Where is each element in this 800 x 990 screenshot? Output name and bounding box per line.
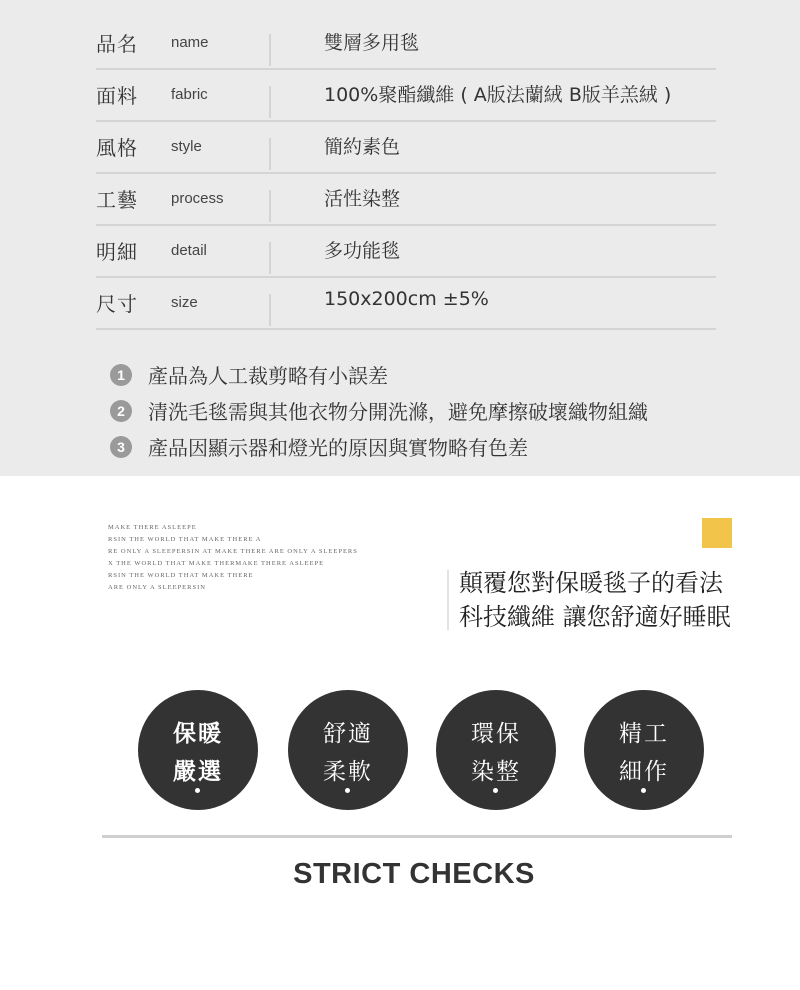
spec-value: 150x200cm ±5%	[324, 288, 489, 310]
spec-divider	[269, 34, 271, 66]
slogan-line-2: 科技纖維 讓您舒適好睡眠	[459, 603, 731, 631]
spec-label-en: detail	[171, 242, 207, 259]
spec-divider	[269, 242, 271, 274]
feature-circle-comfort	[288, 690, 408, 810]
spec-label-en: name	[171, 34, 209, 51]
spec-label-cn: 品名	[96, 32, 138, 56]
slogan-line-1: 顛覆您對保暖毯子的看法	[459, 569, 723, 597]
feature-line-1: 舒適	[323, 721, 373, 747]
motto-line: RSIN THE WORLD THAT MAKE THERE A	[108, 536, 262, 543]
note-text: 產品為人工裁剪略有小誤差	[148, 364, 388, 388]
spec-value: 簡約素色	[324, 136, 401, 158]
spec-divider	[269, 190, 271, 222]
section-divider	[102, 835, 732, 838]
feature-line-1: 保暖	[173, 721, 223, 747]
spec-row-process	[96, 174, 716, 226]
spec-label-cn: 風格	[96, 136, 138, 160]
feature-line-2: 柔軟	[323, 759, 373, 785]
spec-value: 多功能毯	[324, 240, 401, 262]
spec-row-fabric	[96, 70, 716, 122]
spec-label-cn: 面料	[96, 84, 138, 108]
spec-label-en: style	[171, 138, 202, 155]
note-number-badge: 1	[110, 364, 132, 386]
feature-line-1: 精工	[619, 721, 669, 747]
slogan-accent-bar	[447, 570, 449, 630]
feature-line-2: 染整	[471, 759, 521, 785]
note-text: 清洗毛毯需與其他衣物分開洗滌，避免摩擦破壞織物組織	[148, 400, 648, 424]
spec-table	[96, 18, 716, 330]
motto-line: RSIN THE WORLD THAT MAKE THERE	[108, 572, 254, 579]
spec-row-detail	[96, 226, 716, 278]
feature-circle-eco	[436, 690, 556, 810]
spec-value: 雙層多用毯	[324, 32, 420, 54]
spec-label-cn: 工藝	[96, 188, 138, 212]
spec-label-cn: 尺寸	[96, 292, 138, 316]
motto-line: MAKE THERE ASLEEPE	[108, 524, 197, 531]
feature-line-1: 環保	[471, 721, 521, 747]
feature-line-2: 嚴選	[173, 759, 223, 785]
dot-icon	[345, 788, 350, 793]
spec-divider	[269, 138, 271, 170]
spec-divider	[269, 86, 271, 118]
spec-section	[0, 0, 800, 476]
note-number-badge: 2	[110, 400, 132, 422]
dot-icon	[641, 788, 646, 793]
spec-row-style	[96, 122, 716, 174]
dot-icon	[195, 788, 200, 793]
feature-circle-warmth	[138, 690, 258, 810]
spec-value: 100%聚酯纖維 ( A版法蘭絨 B版羊羔絨 )	[324, 84, 672, 106]
spec-value: 活性染整	[324, 188, 401, 210]
spec-divider	[269, 294, 271, 326]
decorative-motto	[108, 522, 358, 594]
slogan	[459, 566, 731, 634]
feature-circles	[138, 690, 708, 810]
spec-label-en: fabric	[171, 86, 208, 103]
feature-circle-craft	[584, 690, 704, 810]
spec-row-name	[96, 18, 716, 70]
spec-label-cn: 明細	[96, 240, 138, 264]
motto-line: X THE WORLD THAT MAKE THERMAKE THERE ASLEEPE	[108, 560, 325, 567]
spec-label-en: size	[171, 294, 198, 311]
accent-square	[702, 518, 732, 548]
footer-title: STRICT CHECKS	[293, 858, 535, 890]
dot-icon	[493, 788, 498, 793]
motto-line: ARE ONLY A SLEEPERSIN	[108, 584, 206, 591]
spec-row-size	[96, 278, 716, 330]
spec-label-en: process	[171, 190, 224, 207]
feature-line-2: 細作	[619, 759, 669, 785]
note-text: 產品因顯示器和燈光的原因與實物略有色差	[148, 436, 528, 460]
motto-line: RE ONLY A SLEEPERSIN AT MAKE THERE ARE ONLY A SLEEPERS	[108, 548, 358, 555]
note-number-badge: 3	[110, 436, 132, 458]
